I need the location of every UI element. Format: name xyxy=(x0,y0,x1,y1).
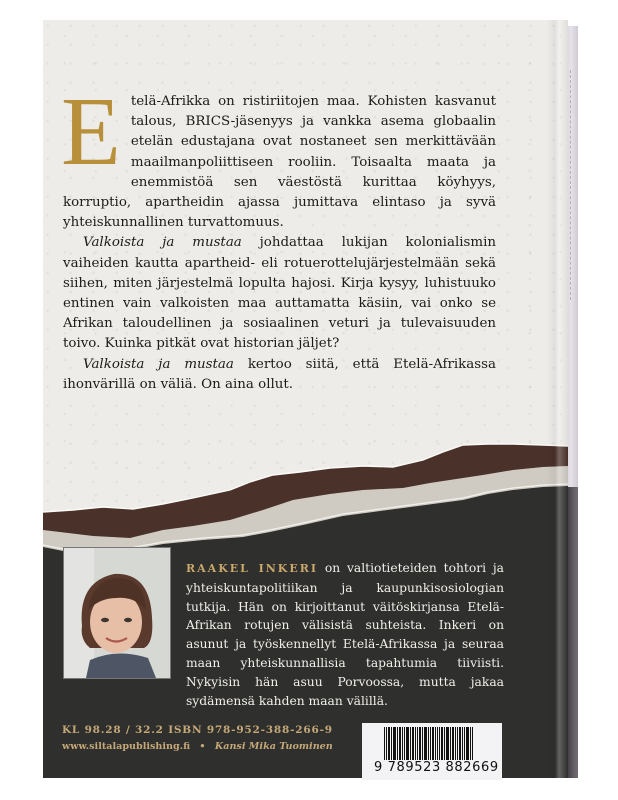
blurb-paragraph-1: telä-Afrikka on ristiriitojen maa. Kohisten kasvanut talous, BRICS-jäsenyys ja vankka asema globaalin etelän edustajana ovat nostaneet sen merkittävään maailmanpoliittiseen rooliin. Toisaalta maata ja enemmistöä sen väestöstä kurittaa köyhyys, korruptio, apartheidin ajassa jumittava elintaso ja syvä yhteiskunnallinen turvattomuus. xyxy=(63,94,496,231)
blurb-paragraph-2-text: johdattaa lukijan kolonialismin vaiheiden kautta apartheid- eli rotuerottelujärjestelmään sekä siihen, miten järjestelmä lopulta hajosi. Kirja kysyy, luhistuuko entinen vain valkoisten maa auttamatta käsiin, vai onko se Afrikan taloudellinen ja sosiaalinen veturi ja tulevaisuuden toivo. Kuinka pitkät ovat historian jäljet? xyxy=(63,235,496,352)
author-bio-text: on valtiotieteiden tohtori ja yhteiskuntapolitiikan ja kaupunkisosiologian tutkija. Hän on kirjoittanut väitöskirjansa Etelä-Afrikan rotujen välisistä suhteista. Inkeri on asunut ja työskennellyt Etelä-Afrikassa ja seuraa maan yhteiskunnallisia tapahtumia tiiviisti. Nykyisin hän asuu Porvoossa, mutta jakaa sydämensä kahden maan välillä. xyxy=(186,561,504,708)
blurb-paragraph-2 xyxy=(63,233,496,354)
author-portrait-illustration xyxy=(64,548,170,678)
book-title-italic: Valkoista ja mustaa xyxy=(83,235,242,251)
author-photo xyxy=(63,547,171,679)
classification-isbn: KL 98.28 / 32.2 ISBN 978-952-388-266-9 xyxy=(62,724,333,736)
blurb-paragraph-3 xyxy=(63,355,496,395)
barcode-bars xyxy=(384,727,482,760)
publisher-credit-line xyxy=(62,741,333,752)
cover-designer-credit: Kansi Mika Tuominen xyxy=(214,741,333,752)
author-bio xyxy=(186,559,504,710)
blurb-paragraph-3-text: kertoo siitä, että Etelä-Afrikassa ihonvärillä on väliä. On aina ollut. xyxy=(63,356,496,392)
publisher-website: www.siltalapublishing.fi xyxy=(62,741,191,752)
isbn-barcode xyxy=(362,723,502,780)
book-title-italic: Valkoista ja mustaa xyxy=(83,356,234,372)
author-name: RAAKEL INKERI xyxy=(186,562,319,575)
blurb-text xyxy=(61,78,496,395)
cover-hinge-shadow xyxy=(546,20,568,778)
drop-cap: E xyxy=(61,78,121,186)
spine-text xyxy=(570,70,577,300)
barcode-number: 9 789523 882669 xyxy=(374,760,499,775)
separator-dot: • xyxy=(199,741,206,752)
